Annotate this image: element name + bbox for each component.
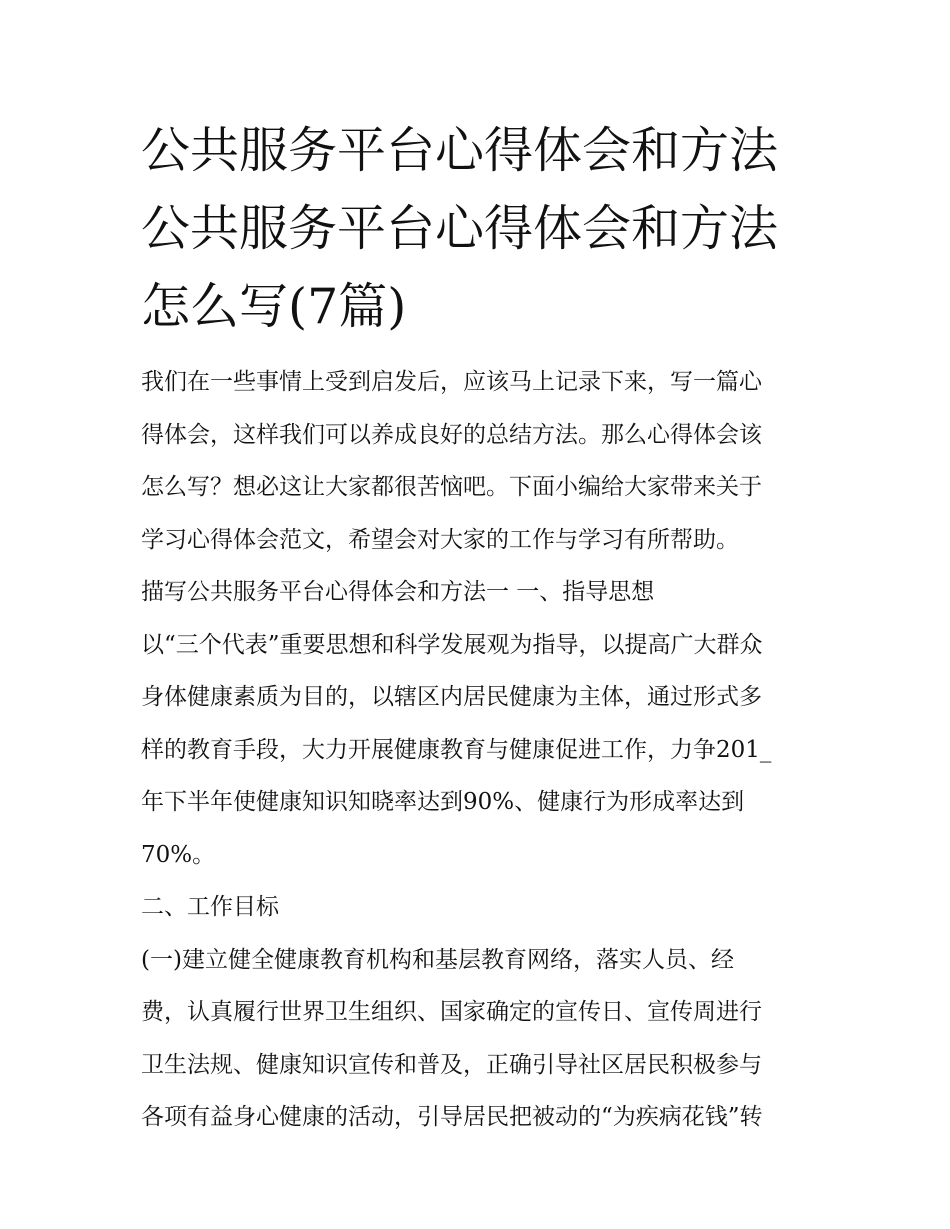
- body-line: 以“三个代表”重要思想和科学发展观为指导，以提高广大群众: [141, 631, 763, 658]
- section-heading-2: 二、工作目标: [141, 894, 279, 920]
- body-line: 样的教育手段，大力开展健康教育与健康促进工作，力争201_: [141, 736, 772, 763]
- title-line-2: 公共服务平台心得体会和方法: [141, 200, 779, 257]
- body-line: 70%。: [141, 841, 216, 868]
- body-line: 身体健康素质为目的，以辖区内居民健康为主体，通过形式多: [141, 684, 762, 710]
- body-line: 得体会，这样我们可以养成良好的总结方法。那么心得体会该: [141, 421, 762, 448]
- body-line: 卫生法规、健康知识宣传和普及，正确引导社区居民积极参与: [141, 1051, 762, 1078]
- body-line: 费，认真履行世界卫生组织、国家确定的宣传日、宣传周进行: [141, 999, 762, 1025]
- title-line-3: 怎么写(7篇): [141, 278, 407, 335]
- section-heading-1: 描写公共服务平台心得体会和方法一 一、指导思想: [141, 579, 655, 605]
- body-line: 年下半年使健康知识知晓率达到90%、健康行为形成率达到: [141, 789, 745, 815]
- document-body: [141, 356, 821, 1144]
- body-line: (一)建立健全健康教育机构和基层教育网络，落实人员、经: [141, 946, 734, 973]
- body-line: 学习心得体会范文，希望会对大家的工作与学习有所帮助。: [141, 526, 739, 553]
- body-line: 怎么写？想必这让大家都很苦恼吧。下面小编给大家带来关于: [141, 474, 762, 500]
- document-title: [141, 112, 821, 346]
- body-line: 我们在一些事情上受到启发后，应该马上记录下来，写一篇心: [141, 369, 762, 395]
- body-line: 各项有益身心健康的活动，引导居民把被动的“为疾病花钱”转: [141, 1104, 763, 1130]
- title-line-1: 公共服务平台心得体会和方法: [141, 122, 779, 179]
